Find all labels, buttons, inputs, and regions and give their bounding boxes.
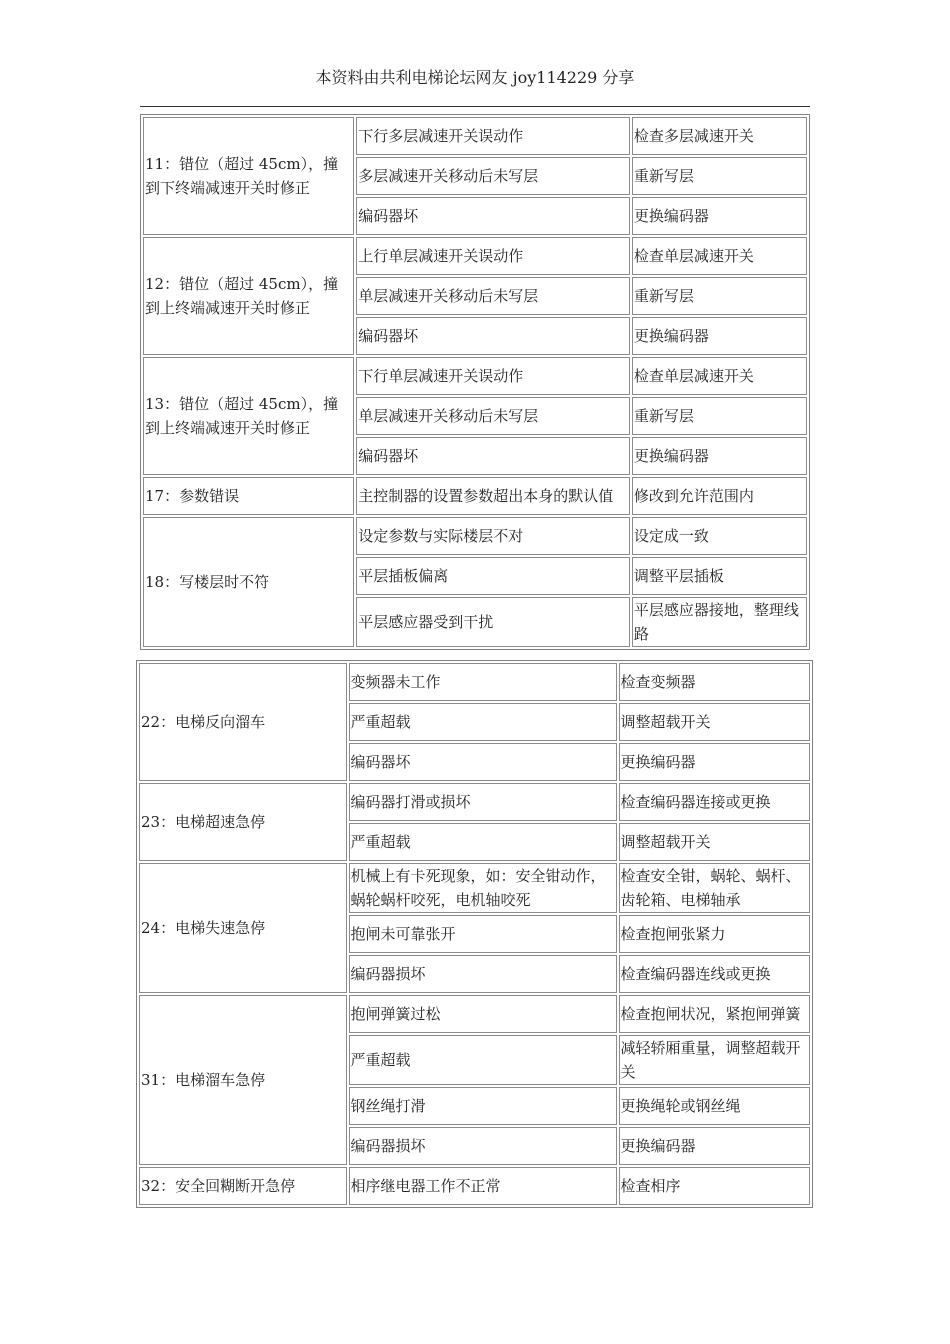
fault-table-2 <box>136 660 813 1208</box>
cause-cell: 机械上有卡死现象，如：安全钳动作，蜗轮蜗杆咬死，电机轴咬死 <box>349 863 617 913</box>
cause-cell: 下行多层减速开关误动作 <box>356 117 630 155</box>
remedy-cell: 检查变频器 <box>619 663 810 701</box>
cause-cell: 主控制器的设置参数超出本身的默认值 <box>356 477 630 515</box>
table-row <box>143 237 807 275</box>
fault-table-1 <box>140 114 810 650</box>
remedy-cell: 检查单层减速开关 <box>632 237 807 275</box>
cause-cell: 抱闸未可靠张开 <box>349 915 617 953</box>
cause-cell: 设定参数与实际楼层不对 <box>356 517 630 555</box>
table-row <box>143 117 807 155</box>
fault-code-cell: 23：电梯超速急停 <box>139 783 347 861</box>
cause-cell: 单层减速开关移动后未写层 <box>356 397 630 435</box>
remedy-cell: 修改到允许范围内 <box>632 477 807 515</box>
cause-cell: 上行单层减速开关误动作 <box>356 237 630 275</box>
remedy-cell: 调整超载开关 <box>619 703 810 741</box>
table-row <box>139 663 810 701</box>
cause-cell: 编码器坏 <box>356 437 630 475</box>
cause-cell: 平层插板偏离 <box>356 557 630 595</box>
fault-code-cell: 13：错位（超过 45cm），撞到上终端减速开关时修正 <box>143 357 354 475</box>
remedy-cell: 重新写层 <box>632 397 807 435</box>
table-row <box>139 995 810 1033</box>
remedy-cell: 重新写层 <box>632 277 807 315</box>
cause-cell: 平层感应器受到干扰 <box>356 597 630 647</box>
remedy-cell: 更换编码器 <box>619 1127 810 1165</box>
table-row <box>143 357 807 395</box>
cause-cell: 抱闸弹簧过松 <box>349 995 617 1033</box>
remedy-cell: 重新写层 <box>632 157 807 195</box>
remedy-cell: 调整平层插板 <box>632 557 807 595</box>
cause-cell: 严重超载 <box>349 703 617 741</box>
cause-cell: 严重超载 <box>349 1035 617 1085</box>
cause-cell: 变频器未工作 <box>349 663 617 701</box>
remedy-cell: 更换编码器 <box>632 197 807 235</box>
remedy-cell: 检查编码器连接或更换 <box>619 783 810 821</box>
table-row <box>143 517 807 555</box>
cause-cell: 钢丝绳打滑 <box>349 1087 617 1125</box>
remedy-cell: 更换编码器 <box>632 437 807 475</box>
cause-cell: 编码器坏 <box>356 317 630 355</box>
cause-cell: 下行单层减速开关误动作 <box>356 357 630 395</box>
page-header: 本资料由共利电梯论坛网友 joy114229 分享 <box>315 68 635 87</box>
remedy-cell: 调整超载开关 <box>619 823 810 861</box>
remedy-cell: 减轻轿厢重量，调整超载开关 <box>619 1035 810 1085</box>
cause-cell: 多层减速开关移动后未写层 <box>356 157 630 195</box>
remedy-cell: 设定成一致 <box>632 517 807 555</box>
fault-code-cell: 24：电梯失速急停 <box>139 863 347 993</box>
remedy-cell: 更换绳轮或钢丝绳 <box>619 1087 810 1125</box>
table-row <box>139 863 810 913</box>
fault-code-cell: 17：参数错误 <box>143 477 354 515</box>
cause-cell: 编码器打滑或损坏 <box>349 783 617 821</box>
remedy-cell: 更换编码器 <box>632 317 807 355</box>
remedy-cell: 检查相序 <box>619 1167 810 1205</box>
table-row <box>139 783 810 821</box>
remedy-cell: 检查单层减速开关 <box>632 357 807 395</box>
cause-cell: 单层减速开关移动后未写层 <box>356 277 630 315</box>
fault-code-cell: 22：电梯反向溜车 <box>139 663 347 781</box>
remedy-cell: 检查抱闸状况，紧抱闸弹簧 <box>619 995 810 1033</box>
remedy-cell: 检查抱闸张紧力 <box>619 915 810 953</box>
remedy-cell: 更换编码器 <box>619 743 810 781</box>
table-row <box>143 477 807 515</box>
remedy-cell: 检查编码器连线或更换 <box>619 955 810 993</box>
cause-cell: 编码器损坏 <box>349 955 617 993</box>
remedy-cell: 平层感应器接地，整理线路 <box>632 597 807 647</box>
fault-code-cell: 18：写楼层时不符 <box>143 517 354 647</box>
cause-cell: 编码器损坏 <box>349 1127 617 1165</box>
fault-code-cell: 32：安全回糊断开急停 <box>139 1167 347 1205</box>
remedy-cell: 检查安全钳，蜗轮、蜗杆、齿轮箱、电梯轴承 <box>619 863 810 913</box>
cause-cell: 编码器坏 <box>349 743 617 781</box>
remedy-cell: 检查多层减速开关 <box>632 117 807 155</box>
fault-code-cell: 31：电梯溜车急停 <box>139 995 347 1165</box>
cause-cell: 严重超载 <box>349 823 617 861</box>
fault-code-cell: 11：错位（超过 45cm），撞到下终端减速开关时修正 <box>143 117 354 235</box>
header-divider <box>140 106 810 107</box>
table-row <box>139 1167 810 1205</box>
cause-cell: 编码器坏 <box>356 197 630 235</box>
cause-cell: 相序继电器工作不正常 <box>349 1167 617 1205</box>
fault-code-cell: 12：错位（超过 45cm），撞到上终端减速开关时修正 <box>143 237 354 355</box>
